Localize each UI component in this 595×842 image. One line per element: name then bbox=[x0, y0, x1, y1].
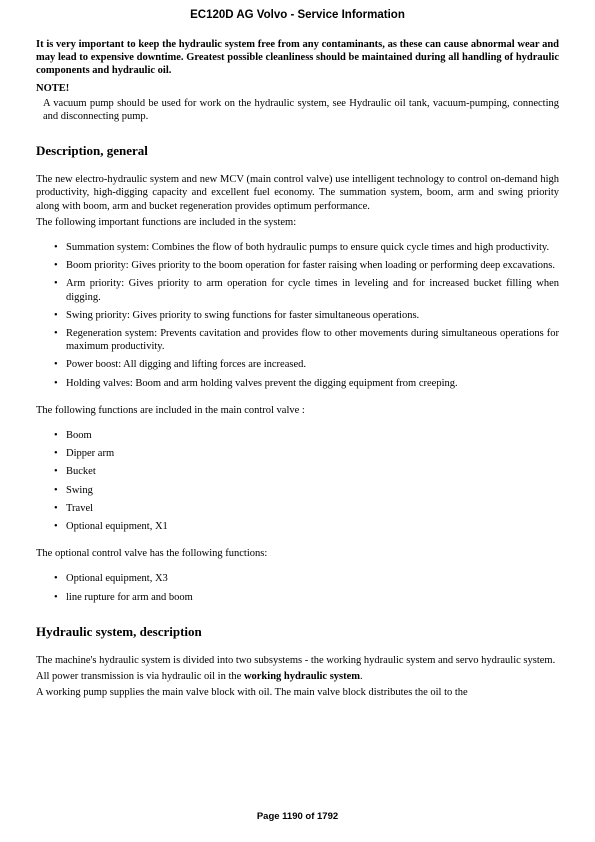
page-number-footer: Page 1190 of 1792 bbox=[256, 811, 339, 822]
hydraulic-para-2: All power transmission is via hydraulic oil in the working hydraulic system. bbox=[36, 671, 363, 683]
emphasis-working-hydraulic-system: working hydraulic system bbox=[243, 671, 361, 683]
list-item: • Bucket bbox=[54, 466, 96, 478]
section-heading-description-general: Description, general bbox=[36, 143, 148, 159]
bullet-icon: • bbox=[54, 278, 58, 290]
bullet-icon: • bbox=[54, 430, 58, 442]
page-content bbox=[36, 38, 559, 700]
warning-text: It is very important to keep the hydraulic system free from any contaminants, as these can cause abnormal wear and may lead to expensive downtime. Greatest possible cleanliness should be maintained during all handling of hydraulic components and hydraulic oil. bbox=[36, 39, 559, 77]
list-item: • Swing bbox=[54, 484, 93, 496]
hydraulic-para-3: A working pump supplies the main valve block with oil. The main valve block distributes the oil to the bbox=[36, 687, 468, 699]
bullet-icon: • bbox=[54, 260, 58, 272]
list-item: • Boom bbox=[54, 430, 92, 442]
bullet-icon: • bbox=[54, 591, 58, 603]
bullet-icon: • bbox=[54, 466, 58, 478]
intro-paragraph: The new electro-hydraulic system and new MCV (main control valve) use intelligent technology to control on-demand high productivity, high-digging capacity and excellent fuel economy. The summation system, boom, arm and swing priority along with boom, arm and bucket regeneration provides optimum performance. bbox=[36, 174, 559, 212]
bullet-icon: • bbox=[54, 448, 58, 460]
bullet-icon: • bbox=[54, 521, 58, 533]
optional-valve-lead: The optional control valve has the following functions: bbox=[36, 548, 268, 560]
list-item: • line rupture for arm and boom bbox=[54, 591, 193, 603]
bullet-icon: • bbox=[54, 309, 58, 321]
hydraulic-para-1: The machine's hydraulic system is divided into two subsystems - the working hydraulic system and servo hydraulic system. bbox=[36, 654, 556, 666]
bullet-icon: • bbox=[54, 502, 58, 514]
list-item: • Optional equipment, X1 bbox=[54, 521, 168, 533]
page-header-title: EC120D AG Volvo - Service Information bbox=[190, 9, 405, 21]
list-item: • Dipper arm bbox=[54, 448, 115, 460]
bullet-icon: • bbox=[54, 573, 58, 585]
list-item: • Summation system: Combines the flow of both hydraulic pumps to ensure quick cycle times and high productivity. bbox=[54, 242, 550, 254]
list-item: • Power boost: All digging and lifting forces are increased. bbox=[54, 359, 306, 371]
mcv-functions-list bbox=[36, 429, 559, 533]
note-label: NOTE! bbox=[36, 82, 70, 94]
important-functions-list bbox=[36, 241, 559, 390]
optional-functions-list bbox=[36, 572, 559, 603]
bullet-icon: • bbox=[54, 242, 58, 254]
list-item: • Swing priority: Gives priority to swing functions for faster simultaneous operations. bbox=[54, 309, 420, 321]
bullet-icon: • bbox=[54, 484, 58, 496]
bullet-icon: • bbox=[54, 377, 58, 389]
list-item: • Regeneration system: Prevents cavitation and provides flow to other movements during simultaneous operations for maximum productivity. bbox=[54, 328, 559, 353]
mcv-lead: The following functions are included in the main control valve : bbox=[36, 404, 305, 416]
note-text: A vacuum pump should be used for work on the hydraulic system, see Hydraulic oil tank, vacuum-pumping, connecting and disconnecting pump. bbox=[43, 97, 559, 123]
functions-lead: The following important functions are included in the system: bbox=[36, 216, 297, 228]
list-item: • Optional equipment, X3 bbox=[54, 573, 168, 585]
list-item: • Arm priority: Gives priority to arm operation for cycle times in leveling and for increased bucket filling when digging. bbox=[54, 278, 559, 303]
bullet-icon: • bbox=[54, 328, 58, 340]
list-item: • Holding valves: Boom and arm holding valves prevent the digging equipment from creeping. bbox=[54, 377, 458, 389]
bullet-icon: • bbox=[54, 359, 58, 371]
section-heading-hydraulic-system: Hydraulic system, description bbox=[36, 623, 202, 639]
list-item: • Travel bbox=[54, 502, 94, 514]
list-item: • Boom priority: Gives priority to the boom operation for faster raising when loading or performing deep excavations. bbox=[54, 260, 556, 272]
